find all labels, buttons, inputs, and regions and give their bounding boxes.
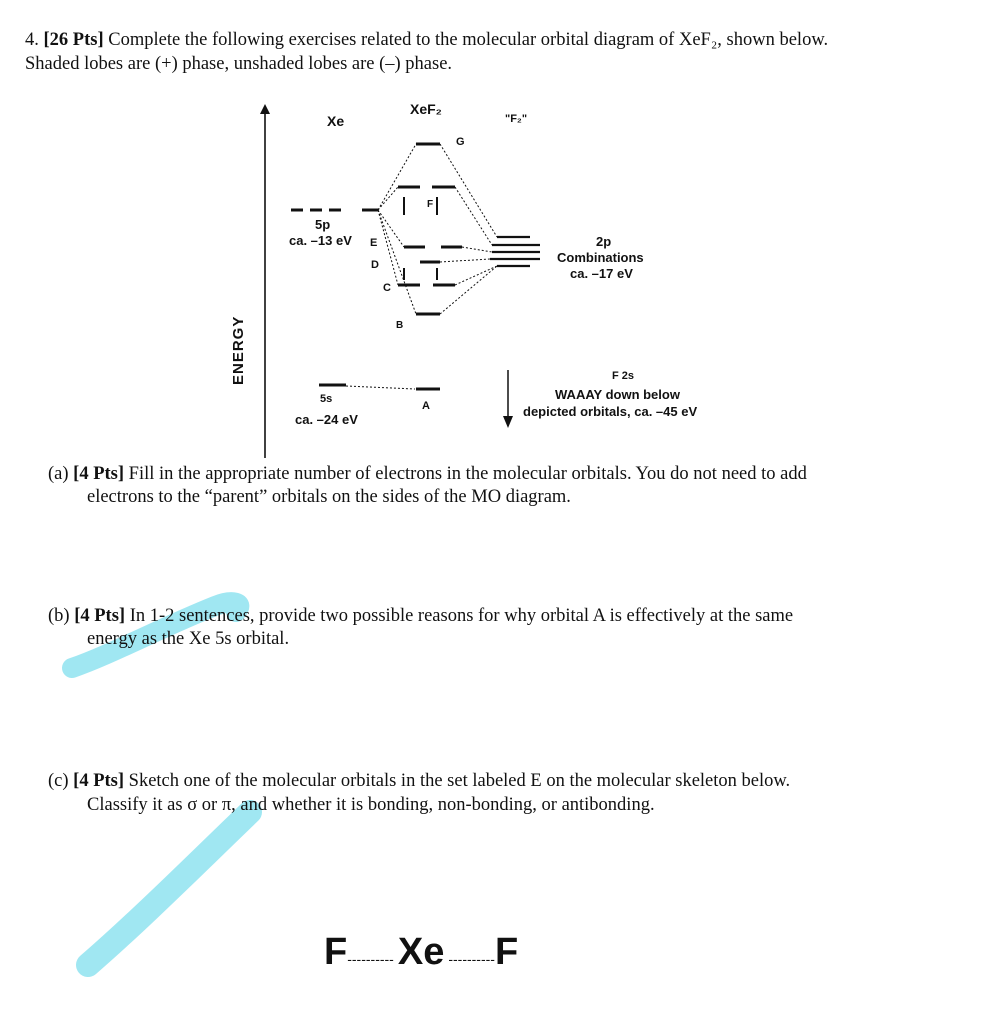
part-a-text1: Fill in the appropriate number of electrons in the molecular orbitals. You do not need to add <box>128 464 807 484</box>
mo-label-C: C <box>383 282 391 294</box>
problem-intro-line2: Shaded lobes are (+) phase, unshaded lobes are (–) phase. <box>25 54 453 74</box>
problem-points: [26 Pts] <box>43 30 104 50</box>
energy-axis-label: ENERGY <box>230 315 247 385</box>
part-b-text1: In 1-2 sentences, provide two possible reasons for why orbital A is effectively at the same <box>129 606 794 626</box>
mo-label-B: B <box>396 320 404 331</box>
part-b-points: [4 Pts] <box>74 606 126 626</box>
correlation-lines <box>378 144 497 314</box>
skeleton-left-f: F <box>324 931 348 973</box>
energy-axis-arrowhead <box>260 104 270 114</box>
xe-5p-label: 5p <box>315 217 331 232</box>
column-label-xe: Xe <box>327 113 345 129</box>
part-b-label: (b) <box>48 606 70 626</box>
problem-intro-line1: Complete the following exercises related to the molecular orbital diagram of XeF₂, shown below. <box>108 30 829 50</box>
molecular-skeleton <box>324 931 518 974</box>
mo-label-F: F <box>427 199 434 210</box>
part-c-line1 <box>48 770 790 793</box>
part-a-label: (a) <box>48 464 69 484</box>
part-a-points: [4 Pts] <box>73 464 125 484</box>
mo-label-E: E <box>370 237 378 249</box>
part-c-text1: Sketch one of the molecular orbitals in the set labeled E on the molecular skeleton below. <box>128 771 791 791</box>
f2p-energy: ca. –17 eV <box>570 266 633 281</box>
skeleton-bond-left: ---------- <box>347 951 394 967</box>
mo-label-G: G <box>456 136 465 148</box>
xe-5s-to-A <box>346 386 415 389</box>
f2-2p-level <box>490 237 540 266</box>
skeleton-center-xe: Xe <box>397 931 445 973</box>
f2s-label: F 2s <box>612 370 635 382</box>
f2p-label: 2p <box>596 234 612 249</box>
part-c-label: (c) <box>48 771 69 791</box>
part-c-line2: Classify it as σ or π, and whether it is bonding, non-bonding, or antibonding. <box>87 795 655 815</box>
part-a-line2: electrons to the “parent” orbitals on the sides of the MO diagram. <box>87 487 571 507</box>
part-a-line1 <box>48 463 807 486</box>
part-c-points: [4 Pts] <box>73 771 125 791</box>
column-label-xef2: XeF₂ <box>410 101 442 117</box>
part-b-line2: energy as the Xe 5s orbital. <box>87 629 290 649</box>
skeleton-right-f: F <box>494 931 519 973</box>
f2p-sub-label: Combinations <box>557 250 644 265</box>
xe-5s-energy: ca. –24 eV <box>295 412 358 427</box>
problem-number: 4. <box>25 30 39 50</box>
f2s-energy: depicted orbitals, ca. –45 eV <box>523 404 698 419</box>
xe-5p-energy: ca. –13 eV <box>289 233 352 248</box>
skeleton-bond-right: ---------- <box>448 951 495 967</box>
mo-label-A: A <box>422 400 430 412</box>
part-b-line1 <box>48 605 793 628</box>
xe-5s-label: 5s <box>320 393 333 405</box>
f2s-arrowhead <box>503 416 513 428</box>
mo-label-D: D <box>371 259 379 271</box>
column-label-f2: "F₂" <box>505 113 528 125</box>
f2s-note: WAAAY down below <box>555 387 680 402</box>
